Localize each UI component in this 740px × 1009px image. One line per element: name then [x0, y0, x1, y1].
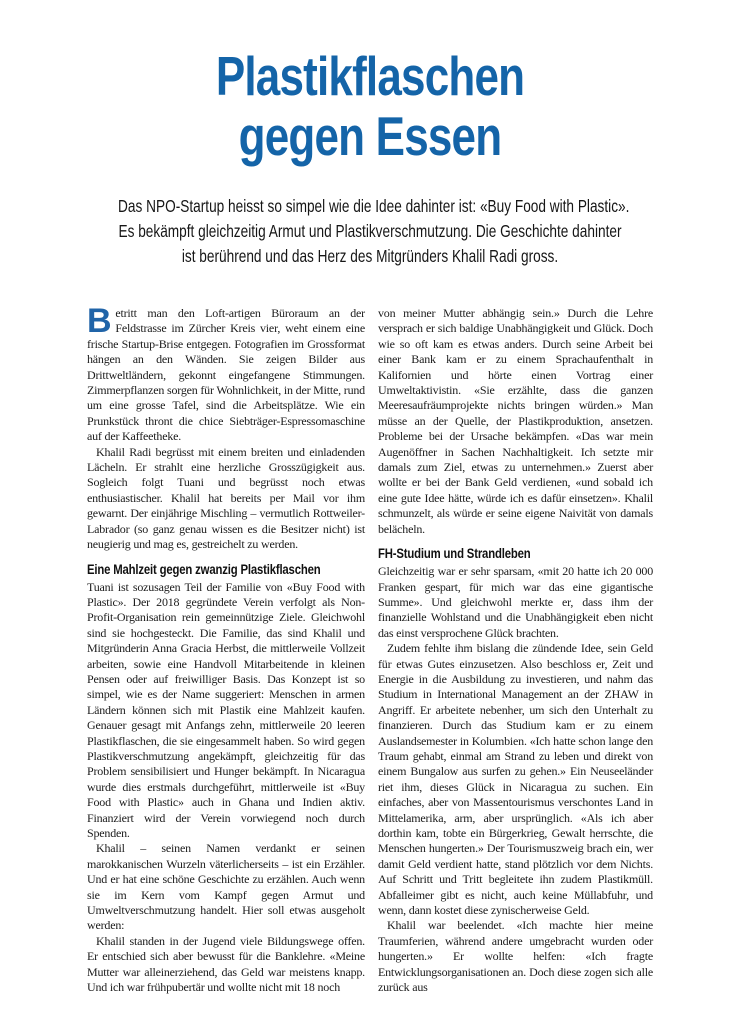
paragraph-intro [87, 302, 365, 445]
drop-cap: B [87, 302, 112, 340]
paragraph-khalil-greeting: Khalil Radi begrüsst mit einem breiten und einladenden Lächeln. Er strahlt eine herzliche Grosszügigkeit aus. Sogleich folgt Tuani und begrüsst noch etwas enthusiastischer. Khalil hat bereits per Mail vor ihm gewarnt. Der einjährige Mischling – vermutlich Rottweiler-Labrador (so ganz genau wissen es die Besitzer nicht) ist neugierig und mag es, gestreichelt zu werden. [87, 444, 365, 552]
article-title [47, 46, 693, 166]
paragraph-sparsam: Gleichzeitig war er sehr sparsam, «mit 20 hatte ich 20 000 Franken gespart, für mich war das eine gigantische Summe». Und gleichwohl merkte er, dass ihm der finanzielle Wohlstand und die Unabhängigkeit eben nicht das einst versprochene Glück brachten. [377, 564, 653, 640]
paragraph-zhaw-nicaragua: Zudem fehlte ihm bislang die zündende Idee, sein Geld für etwas Gutes einzusetzen. Also beschloss er, Zeit und Energie in die Ausbildung zu investieren, und nahm das Studium in International Management an der ZHAW in Angriff. Er arbeitete nebenher, um sich den Unterhalt zu finanzieren. Durch das Studium kam er zu einem Auslandsemester in Kolumbien. «Ich hatte schon lange den Traum gehabt, einmal am Strand zu leben und direkt von einem Bungalow aus surfen zu gehen.» Ein Neuseeländer riet ihm, dieses Glück in Nicaragua zu suchen. Ein einfaches, aber von Massentourismus verschontes Land in Mittelamerika, arm, aber ursprünglich. «Als ich aber dorthin kam, tobte ein Bürgerkrieg, Gewalt herrschte, die Menschen hungerten.» Der Tourismuszweig brach ein, wer damit Geld verdient hatte, stand plötzlich vor dem Nichts. Auf Schritt und Tritt begleitete ihn zudem Plastikmüll. Abfalleimer gibt es nicht, auch keine Müllabfuhr, und wenn, dann kostet diese zynischerweise Geld. [377, 641, 653, 918]
paragraph-beelendet: Khalil war beelendet. «Ich machte hier meine Traumferien, während andere umgebracht wurden oder hungerten.» Er wollte helfen: «Ich fragte Entwicklungsorganisationen an. Doch diese zogen sich alle zurück aus [377, 918, 653, 995]
body-columns [87, 302, 653, 995]
paragraph-tuani-family: Tuani ist sozusagen Teil der Familie von «Buy Food with Plastic». Der 2018 gegründete Verein verfolgt als Non-Profit-Organisation rein gemeinnützige Ziele. Gleichwohl sind sie hochgesteckt. Die Familie, das sind Khalil und Mitgründerin Anna Gracia Herbst, die mittlerweile Vollzeit arbeiten, sowie eine Handvoll Mitarbeitende in kleinen Pensen oder auf freiwilliger Basis. Das Konzept ist so simpel, wie es der Name suggeriert: Menschen in armen Ländern können sich mit Plastik eine Mahlzeit kaufen. Genauer gesagt mit Anfangs zehn, mittlerweile 20 leeren Plastikflaschen, die sie eingesammelt haben. So wird gegen Plastikverschmutzung angekämpft, gleichzeitig für das Problem sensibilisiert und Hunger bekämpft. In Nicaragua wurde dies erstmals durchgeführt, mittlerweile ist «Buy Food with Plastic» auch in Ghana und Indien aktiv. Finanziert wird der Verein vorwiegend noch durch Spenden. [87, 579, 365, 840]
right-column [378, 306, 653, 995]
subheading-fh-studium: FH-Studium und Strandleben [377, 546, 531, 562]
subheading-meal: Eine Mahlzeit gegen zwanzig Plastikflaschen [87, 561, 321, 577]
paragraph-intro-text: etritt man den Loft-artigen Büroraum an der Feldstrasse im Zürcher Kreis vier, weht einem eine frische Startup-Brise entgegen. Fotografien im Grossformat hängen an den Wänden. Sie zeigen Bilder aus Drittweltländern, gekonnt eingefangene Stimmungen. Zimmerpflanzen sorgen für Wohnlichkeit, in der Mitte, rund um eine grosse Tafel, sind die Arbeitsplätze. Wie ein Prunkstück thront die chice Siebträger-Espressomaschine auf der Kaffeetheke. [87, 306, 365, 444]
paragraph-khalil-name: Khalil – seinen Namen verdankt er seinen marokkanischen Wurzeln väterlicherseits – ist ein Erzähler. Und er hat eine schöne Geschichte zu erzählen. Auch wenn sie im Kern vom Kampf gegen Armut und Umweltverschmutzung handelt. Hier soll etwas ausgeholt werden: [87, 841, 365, 933]
paragraph-banklehre: Khalil standen in der Jugend viele Bildungswege offen. Er entschied sich aber bewusst für die Banklehre. «Meine Mutter war alleinerziehend, das Geld war meistens knapp. Und ich war frühpubertär und wollte nicht mit 18 noch [87, 933, 365, 995]
paragraph-lehre-continuation: von meiner Mutter abhängig sein.» Durch die Lehre versprach er sich baldige Unabhängigkeit und Glück. Doch wie so oft kam es etwas anders. Durch seine Arbeit bei einer Bank kam er zu einem Sprachaufenthalt in Kalifornien und hörte einen Vortrag einer Umweltaktivistin. «Sie erzählte, dass die ganzen Meeresaufräumprojekte nichts bringen würden.» Man müsse an der Quelle, der Plastikproduktion, ansetzen. Probleme bei der Ursache bekämpfen. «Das war mein Augenöffner in Sachen Nachhaltigkeit. Ich setzte mir damals zum Ziel, etwas zu unternehmen.» Zuerst aber wollte er bei der Bank Geld verdienen, «und sobald ich eine gute Idee hätte, würde ich es dafür einsetzen». Khalil schmunzelt, als würde er seine eigene Naivität von damals belächeln. [377, 306, 653, 536]
lead-line-2: Es bekämpft gleichzeitig Armut und Plastikverschmutzung. Die Geschichte dahinter [118, 221, 622, 241]
lead-line-1: Das NPO-Startup heisst so simpel wie die Idee dahinter ist: «Buy Food with Plastic». [118, 196, 630, 216]
title-line-1: Plastikflaschen [215, 45, 525, 107]
title-line-2: gegen Essen [238, 105, 502, 167]
lead-paragraph [47, 194, 693, 269]
lead-line-3: ist berührend und das Herz des Mitgründers Khalil Radi gross. [181, 246, 559, 266]
left-column [87, 302, 365, 995]
